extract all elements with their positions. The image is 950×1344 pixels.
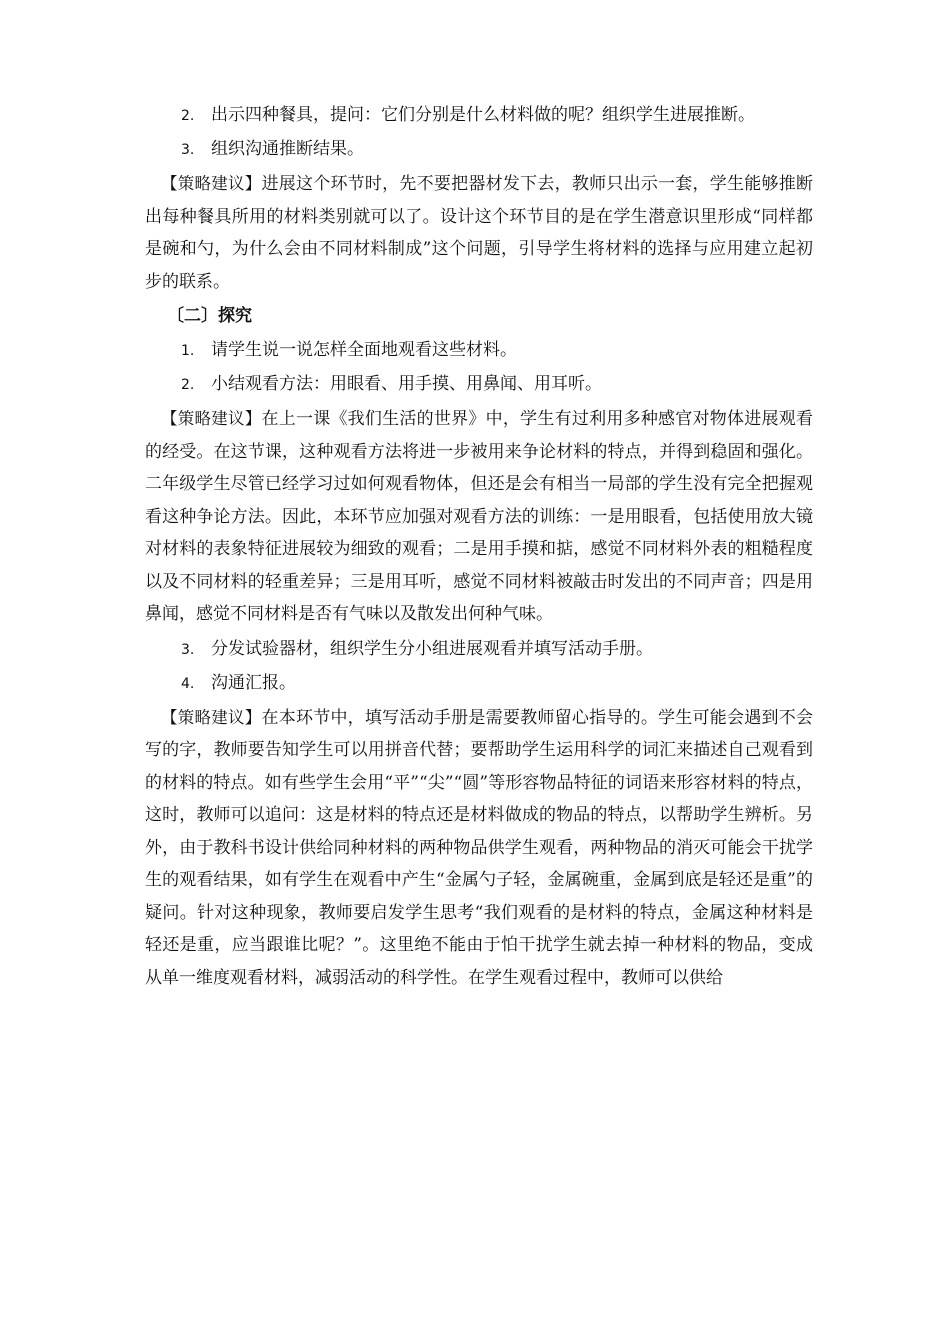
list-text: 组织沟通推断结果。: [211, 139, 364, 159]
list-text: 小结观看方法：用眼看、用手摸、用鼻闻、用耳听。: [211, 374, 602, 394]
strategy-text: 在上一课《我们生活的世界》中，学生有过利用多种感官对物体进展观看的经受。在这节课，这种观看方法将进一步被用来争论材料的特点，并得到稳固和强化。二年级学生尽管已经学习过如何观看物体，但还是会有相当一局部的学生没有完全把握观看这种争论方法。因此，本环节应加强对观看方法的训练：一是用眼看，包括使用放大镜对材料的表象特征进展较为细致的观看；二是用手摸和掂，感觉不同材料外表的粗糙程度以及不同材料的轻重差异；三是用耳听，感觉不同材料被敲击时发出的不同声音；四是用鼻闻，感觉不同材料是否有气味以及散发出何种气味。: [145, 409, 814, 624]
strategy-paragraph: [145, 702, 813, 995]
list-text: 分发试验器材，组织学生分小组进展观看并填写活动手册。: [211, 638, 653, 659]
list-item: [145, 98, 813, 132]
list-text: 请学生说一说怎样全面地观看这些材料。: [211, 340, 517, 360]
strategy-paragraph: [145, 168, 813, 298]
document-page: [145, 98, 813, 995]
list-number: 3.: [181, 142, 195, 158]
list-number: 1.: [181, 343, 195, 359]
list-item: [145, 367, 813, 401]
strategy-tag: 【策略建议】: [161, 409, 262, 428]
list-item: [145, 333, 813, 367]
strategy-text: 进展这个环节时，先不要把器材发下去，教师只出示一套，学生能够推断出每种餐具所用的材料类别就可以了。设计这个环节目的是在学生潜意识里形成“同样都是碗和勺，为什么会由不同材料制成”这个问题，引导学生将材料的选择与应用建立起初步的联系。: [145, 174, 814, 292]
list-item: [145, 666, 813, 700]
section-heading: 〔二〕探究: [167, 306, 252, 326]
list-number: 2.: [181, 108, 195, 124]
strategy-tag: 【策略建议】: [161, 174, 262, 193]
strategy-tag: 【策略建议】: [161, 707, 262, 727]
list-number: 2.: [181, 377, 195, 393]
list-item: [145, 632, 813, 666]
list-item: [145, 132, 813, 166]
strategy-text: 在本环节中，填写活动手册是需要教师留心指导的。学生可能会遇到不会写的字，教师要告知学生可以用拼音代替；要帮助学生运用科学的词汇来描述自己观看到的材料的特点。如有些学生会用“平”“尖”“圆”等形容物品特征的词语来形容材料的特点，这时，教师可以追问：这是材料的特点还是材料做成的物品的特点，以帮助学生辨析。另外，由于教科书设计供给同种材料的两种物品供学生观看，两种物品的消灭可能会干扰学生的观看结果，如有学生在观看中产生“金属勺子轻，金属碗重，金属到底是轻还是重”的疑问。针对这种现象，教师要启发学生思考“我们观看的是材料的特点，金属这种材料是轻还是重，应当跟谁比呢？”。这里绝不能由于怕干扰学生就去掉一种材料的物品，变成从单一维度观看材料，减弱活动的科学性。在学生观看过程中，教师可以供给: [145, 707, 814, 988]
list-number: 4.: [181, 675, 195, 692]
list-text: 出示四种餐具，提问：它们分别是什么材料做的呢？组织学生进展推断。: [211, 105, 755, 125]
list-number: 3.: [181, 641, 195, 658]
list-text: 沟通汇报。: [211, 672, 296, 693]
strategy-paragraph: [145, 403, 813, 631]
